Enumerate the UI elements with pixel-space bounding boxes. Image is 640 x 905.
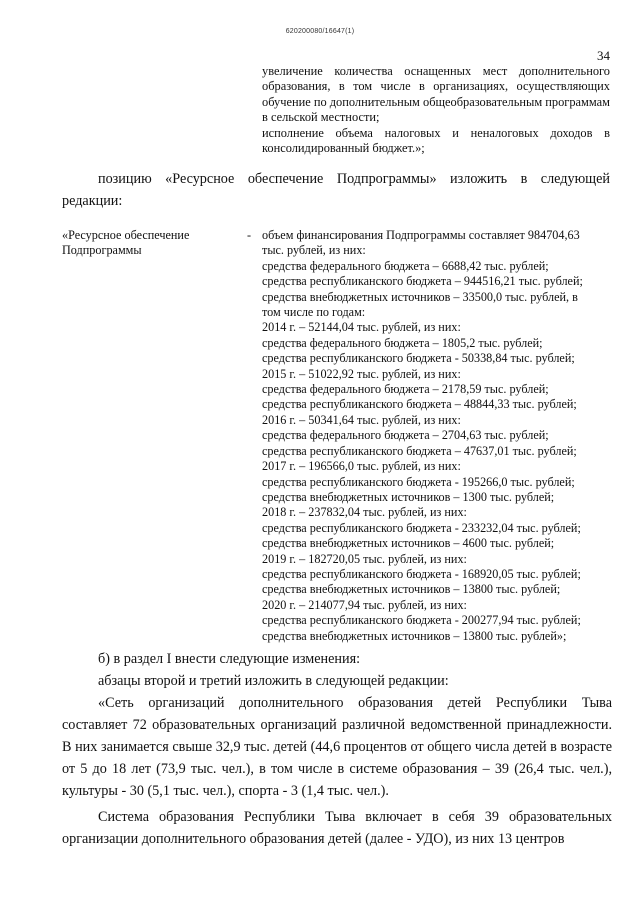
resource-line: средства федерального бюджета – 1805,2 тыс. рублей; <box>262 335 543 350</box>
resource-line: средства внебюджетных источников – 4600 тыс. рублей; <box>262 536 555 551</box>
resource-line: 2017 г. – 196566,0 тыс. рублей, из них: <box>262 459 461 474</box>
resource-line: средства федерального бюджета – 2178,59 тыс. рублей; <box>262 382 549 397</box>
resource-line: 2019 г. – 182720,05 тыс. рублей, из них: <box>262 551 467 566</box>
resource-line: средства федерального бюджета – 6688,42 тыс. рублей; <box>262 258 549 273</box>
resource-line: средства внебюджетных источников – 13800 тыс. рублей; <box>262 582 561 597</box>
resource-line: средства федерального бюджета – 2704,63 тыс. рублей; <box>262 428 549 443</box>
document-id: 620200080/16647(1) <box>285 28 355 35</box>
resource-table-dash: - <box>247 228 252 242</box>
position-instruction: позицию «Ресурсное обеспечение Подпрограммы» изложить в следующей редакции: <box>62 171 610 209</box>
body-paragraph: Система образования Республики Тыва включает в себя 39 образовательных организации дополнительного образования детей (далее - УДО), из них 13 центров <box>62 809 612 847</box>
resource-line: средства республиканского бюджета – 944516,21 тыс. рублей; <box>262 274 583 289</box>
resource-line: средства республиканского бюджета – 48844,33 тыс. рублей; <box>262 397 577 412</box>
continuation-paragraph: исполнение объема налоговых и неналоговых доходов в консолидированный бюджет.»; <box>262 125 610 156</box>
resource-line: средства республиканского бюджета - 168920,05 тыс. рублей; <box>262 566 581 581</box>
resource-line: 2016 г. – 50341,64 тыс. рублей, из них: <box>262 412 461 427</box>
resource-line: 2015 г. – 51022,92 тыс. рублей, из них: <box>262 366 461 381</box>
resource-line: объем финансирования Подпрограммы составляет 984704,63 <box>262 228 580 242</box>
resource-line: средства внебюджетных источников – 13800 тыс. рублей»; <box>262 628 567 643</box>
resource-line: средства республиканского бюджета - 200277,94 тыс. рублей; <box>262 613 581 628</box>
page-number: 34 <box>597 48 610 63</box>
resource-line: средства республиканского бюджета - 50338,84 тыс. рублей; <box>262 351 575 366</box>
body-paragraph: абзацы второй и третий изложить в следующей редакции: <box>98 673 449 689</box>
body-section <box>62 648 612 850</box>
body-paragraph: «Сеть организаций дополнительного образования детей Республики Тыва составляет 72 образовательных организаций различной ведомственной принадлежности. В них занимается свыше 32,9 тыс. детей (44,6 процентов от общего числа детей в возрасте от 5 до 18 лет (73,9 тыс. чел.), в том числе в системе образования – 39 (26,4 тыс. чел.), культуры - 30 (5,1 тыс. чел.), спорта - 3 (1,4 тыс. чел.). <box>62 695 612 799</box>
resource-line: средства республиканского бюджета - 195266,0 тыс. рублей; <box>262 474 575 489</box>
body-paragraph: б) в раздел I внести следующие изменения: <box>98 651 361 667</box>
resource-line: тыс. рублей, из них: <box>262 243 366 258</box>
continuation-block <box>262 64 610 156</box>
resource-line: средства республиканского бюджета - 233232,04 тыс. рублей; <box>262 520 581 535</box>
resource-line: 2020 г. – 214077,94 тыс. рублей, из них: <box>262 597 467 612</box>
resource-table-label: «Ресурсное обеспечение Подпрограммы <box>62 228 190 258</box>
resource-line: том числе по годам: <box>262 305 366 320</box>
resource-line: средства республиканского бюджета – 47637,01 тыс. рублей; <box>262 443 577 458</box>
resource-line: 2014 г. – 52144,04 тыс. рублей, из них: <box>262 320 461 335</box>
resource-line: 2018 г. – 237832,04 тыс. рублей, из них: <box>262 505 467 520</box>
resource-table-values <box>262 228 612 644</box>
resource-line: средства внебюджетных источников – 33500,0 тыс. рублей, в <box>262 289 578 304</box>
resource-line: средства внебюджетных источников – 1300 тыс. рублей; <box>262 489 555 504</box>
continuation-paragraph: увеличение количества оснащенных мест дополнительного образования, в том числе в организациях, осуществляющих обучение по дополнительным общеобразовательным программам в сельской местности; <box>262 64 610 125</box>
